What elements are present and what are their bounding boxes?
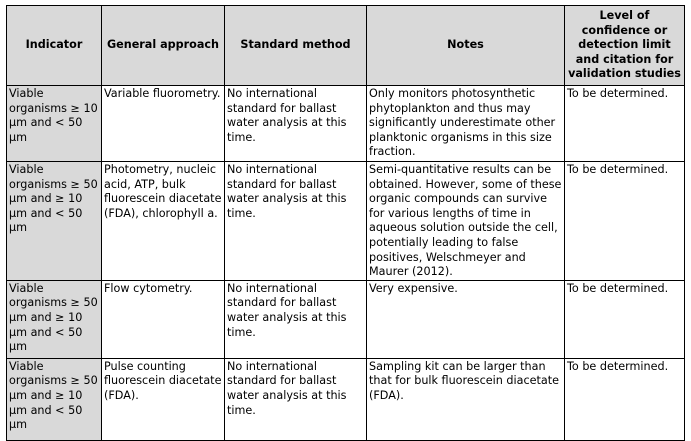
methods-table <box>6 5 685 441</box>
cell-notes: Very expensive. <box>367 280 565 358</box>
header-indicator: Indicator <box>7 6 102 86</box>
cell-standard: No international standard for ballast water analysis at this time. <box>225 280 367 358</box>
cell-approach: Pulse counting fluorescein diacetate (FDA). <box>102 358 225 440</box>
cell-indicator: Viable organisms ≥ 10 µm and < 50 µm <box>7 86 102 162</box>
cell-standard: No international standard for ballast water analysis at this time. <box>225 162 367 281</box>
cell-confidence: To be determined. <box>565 86 685 162</box>
header-row <box>7 6 685 86</box>
cell-indicator: Viable organisms ≥ 50 µm and ≥ 10 µm and < 50 µm <box>7 280 102 358</box>
header-standard-method: Standard method <box>225 6 367 86</box>
header-notes: Notes <box>367 6 565 86</box>
table-row <box>7 162 685 281</box>
table-row <box>7 86 685 162</box>
cell-indicator: Viable organisms ≥ 50 µm and ≥ 10 µm and < 50 µm <box>7 358 102 440</box>
cell-approach: Variable fluorometry. <box>102 86 225 162</box>
cell-notes: Sampling kit can be larger than that for bulk fluorescein diacetate (FDA). <box>367 358 565 440</box>
cell-notes: Only monitors photosynthetic phytoplankton and thus may significantly underestimate other planktonic organisms in this size fraction. <box>367 86 565 162</box>
cell-confidence: To be determined. <box>565 358 685 440</box>
header-general-approach: General approach <box>102 6 225 86</box>
table-row <box>7 280 685 358</box>
cell-standard: No international standard for ballast water analysis at this time. <box>225 358 367 440</box>
cell-confidence: To be determined. <box>565 280 685 358</box>
cell-notes: Semi-quantitative results can be obtained. However, some of these organic compounds can survive for various lengths of time in aqueous solution outside the cell, potentially leading to false positives, Welschmeyer and Maurer (2012). <box>367 162 565 281</box>
cell-approach: Flow cytometry. <box>102 280 225 358</box>
cell-standard: No international standard for ballast water analysis at this time. <box>225 86 367 162</box>
header-confidence: Level of confidence or detection limit and citation for validation studies <box>565 6 685 86</box>
cell-indicator: Viable organisms ≥ 50 µm and ≥ 10 µm and < 50 µm <box>7 162 102 281</box>
cell-confidence: To be determined. <box>565 162 685 281</box>
cell-approach: Photometry, nucleic acid, ATP, bulk fluorescein diacetate (FDA), chlorophyll a. <box>102 162 225 281</box>
table-row <box>7 358 685 440</box>
